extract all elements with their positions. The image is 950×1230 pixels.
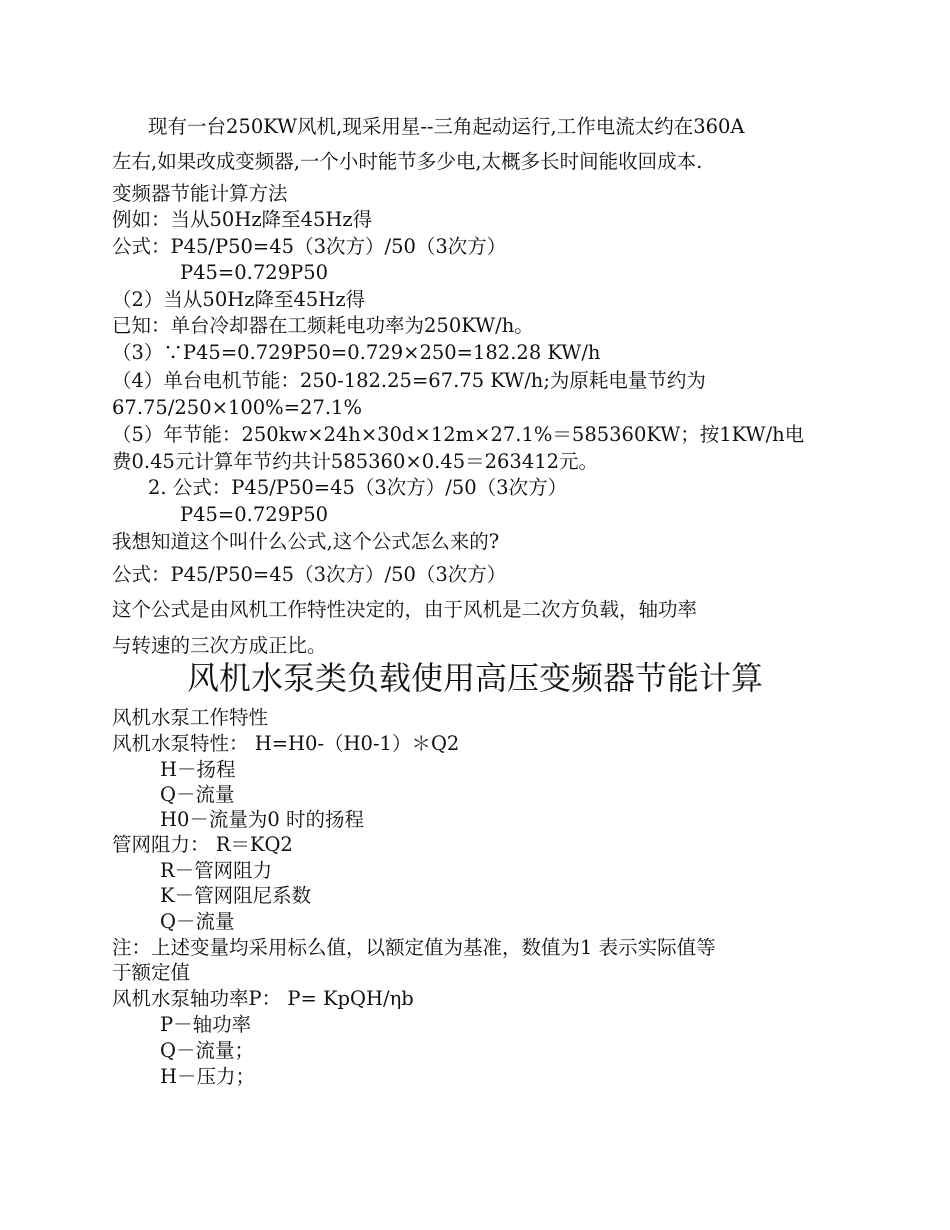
answer-line-1: 这个公式是由风机工作特性决定的，由于风机是二次方负载，轴功率 [112, 598, 698, 621]
note-line-2: 于额定值 [112, 961, 191, 984]
step-5-line-b: 费0.45元计算年节约共计585360×0.45＝263412元。 [112, 450, 599, 473]
shaft-power-formula: 风机水泵轴功率P： P= KpQH/ηb [112, 987, 414, 1010]
item-2-formula: 2. 公式：P45/P50=45（3次方）/50（3次方） [148, 476, 568, 499]
pipe-resistance-formula: 管网阻力： R＝KQ2 [112, 833, 293, 856]
method-heading: 变频器节能计算方法 [112, 182, 288, 205]
item-2-result: P45=0.729P50 [180, 503, 329, 526]
step-5-line-a: （5）年节能：250kw×24h×30d×12m×27.1%＝585360KW；按1KW/h电 [112, 423, 805, 446]
definition-q-2: Q－流量 [160, 910, 235, 933]
formula-line-1: 公式：P45/P50=45（3次方）/50（3次方） [112, 235, 507, 258]
intro-line-1: 现有一台250KW风机,现采用星--三角起动运行,工作电流太约在360A [148, 115, 745, 138]
step-3-line: （3）∵P45=0.729P50=0.729×250=182.28 KW/h [112, 341, 601, 364]
formula-line-2: 公式：P45/P50=45（3次方）/50（3次方） [112, 563, 507, 586]
answer-line-2: 与转速的三次方成正比。 [112, 634, 327, 657]
characteristics-heading: 风机水泵工作特性 [112, 706, 269, 729]
intro-line-2: 左右,如果改成变频器,一个小时能节多少电,太概多长时间能收回成本. [112, 150, 703, 173]
section-title: 风机水泵类负载使用高压变频器节能计算 [186, 659, 763, 697]
definition-h: H－扬程 [160, 758, 236, 781]
definition-r: R－管网阻力 [160, 859, 273, 882]
known-line: 已知：单台冷却器在工频耗电功率为250KW/h。 [112, 314, 534, 337]
question-line: 我想知道这个叫什么公式,这个公式怎么来的? [112, 530, 500, 553]
definition-k: K－管网阻尼系数 [160, 884, 312, 907]
definition-q: Q－流量 [160, 783, 235, 806]
definition-h-pressure: H－压力； [160, 1065, 256, 1088]
characteristics-formula: 风机水泵特性： H=H0-（H0-1）＊Q2 [112, 732, 460, 755]
definition-p: P－轴功率 [160, 1013, 252, 1036]
step-2-line: （2）当从50Hz降至45Hz得 [112, 288, 366, 311]
definition-q-3: Q－流量； [160, 1039, 254, 1062]
note-line-1: 注：上述变量均采用标么值，以额定值为基准，数值为1 表示实际值等 [112, 936, 716, 959]
example-line: 例如：当从50Hz降至45Hz得 [112, 208, 373, 231]
step-4-line-b: 67.75/250×100%=27.1% [112, 396, 362, 419]
step-4-line-a: （4）单台电机节能：250-182.25=67.75 KW/h;为原耗电量节约为 [112, 369, 706, 392]
formula-result-1: P45=0.729P50 [180, 261, 329, 284]
definition-h0: H0－流量为0 时的扬程 [160, 808, 365, 831]
